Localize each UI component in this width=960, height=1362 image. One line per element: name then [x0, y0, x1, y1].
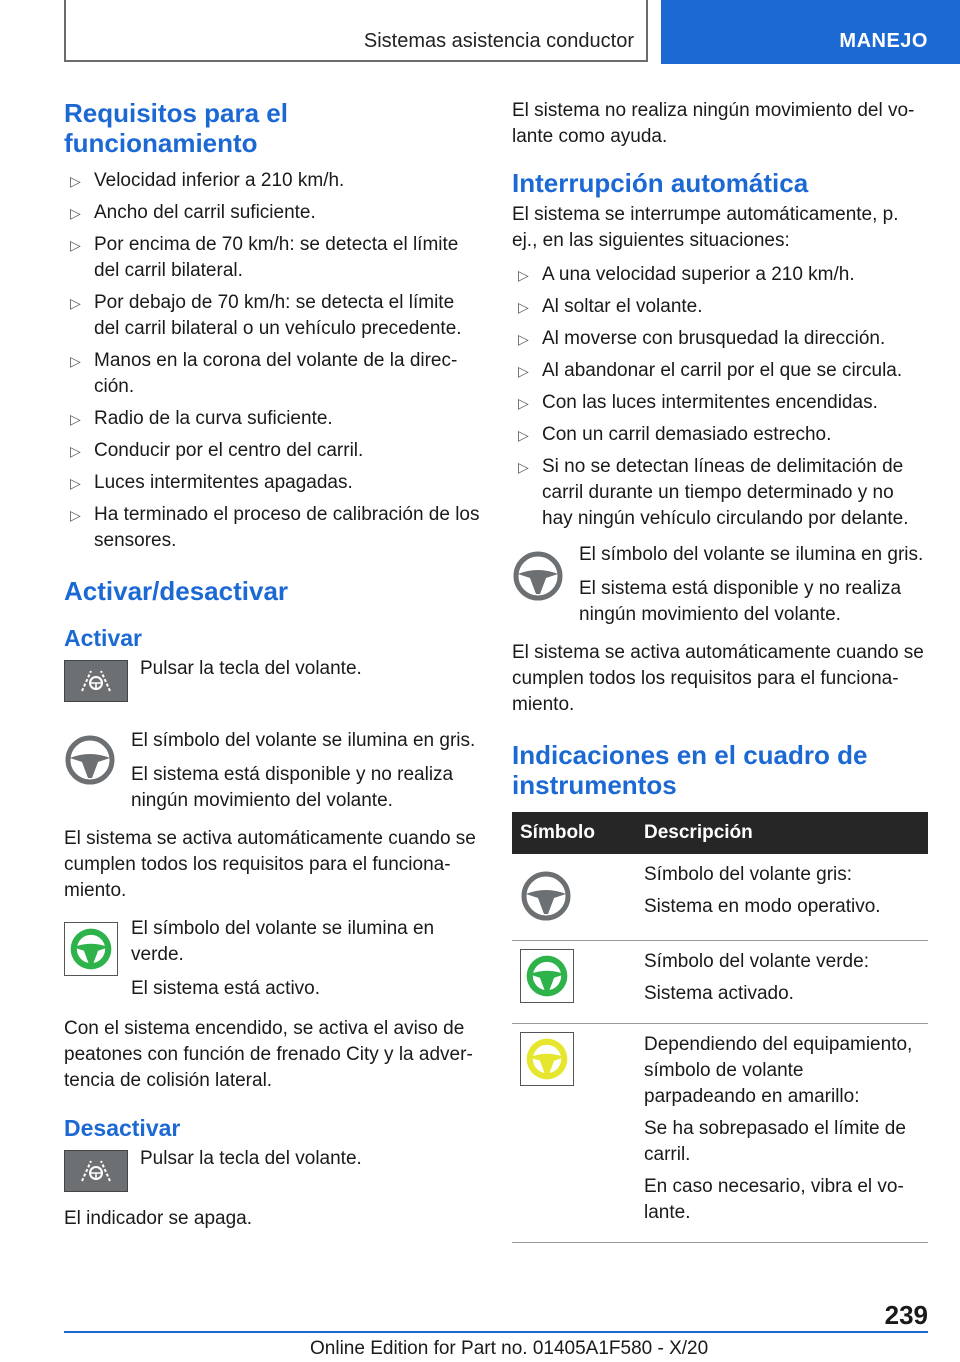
triangle-bullet-icon: ▷	[70, 475, 81, 491]
list-item	[64, 406, 484, 432]
green-symbol-row	[64, 916, 484, 1002]
triangle-bullet-icon: ▷	[70, 411, 81, 427]
list-item-text: A una velocidad superior a 210 km/h.	[542, 264, 855, 285]
list-item-text: Ancho del carril suficiente.	[94, 202, 316, 223]
triangle-bullet-icon: ▷	[70, 353, 81, 369]
triangle-bullet-icon: ▷	[518, 395, 529, 411]
grey-symbol-text: El símbolo del volante se ilumina en gris.	[131, 730, 476, 751]
steering-wheel-grey-icon	[520, 862, 628, 930]
green-symbol-text: El símbolo del volante se ilumina en verde.	[131, 918, 435, 965]
symbol-cell	[512, 941, 636, 1024]
list-item	[512, 326, 928, 352]
triangle-bullet-icon: ▷	[70, 173, 81, 189]
col-desc-header: Descripción	[636, 812, 928, 854]
table-row	[512, 941, 928, 1024]
triangle-bullet-icon: ▷	[518, 427, 529, 443]
list-item-text: Con un carril demasiado estrecho.	[542, 424, 832, 445]
section-title-box	[64, 0, 648, 62]
list-item	[512, 422, 928, 448]
triangle-bullet-icon: ▷	[70, 205, 81, 221]
requirements-list	[64, 168, 484, 554]
list-item-text: Manos en la corona del volante de la dirección.	[94, 350, 458, 397]
triangle-bullet-icon: ▷	[70, 295, 81, 311]
chapter-tab-label: MANEJO	[839, 30, 928, 52]
list-item-text: Si no se detectan líneas de delimitación de carril durante un tiempo determinado y no hay ningún vehículo circulando por delante.	[542, 456, 909, 529]
row3-line3: En caso necesario, vibra el volante.	[644, 1176, 904, 1223]
toggle-heading: Activar/desactivar	[64, 576, 289, 606]
list-item	[512, 454, 928, 532]
lane-assist-button-icon	[64, 1150, 128, 1192]
list-item	[64, 438, 484, 464]
list-item	[64, 502, 484, 554]
list-item-text: Conducir por el centro del carril.	[94, 440, 364, 461]
table-row	[512, 1024, 928, 1243]
edition-text: Online Edition for Part no. 01405A1F580 - X/20	[310, 1338, 709, 1359]
auto-activate-text-right: El sistema se activa automáticamente cuando se cumplen todos los requisitos para el funcionamiento.	[512, 642, 924, 715]
list-item	[64, 348, 484, 400]
symbol-cell	[512, 854, 636, 941]
interrupt-intro: El sistema se interrumpe automáticamente, p. ej., en las siguientes situaciones:	[512, 204, 899, 251]
list-item	[512, 358, 928, 384]
triangle-bullet-icon: ▷	[70, 237, 81, 253]
left-column	[64, 98, 484, 1240]
right-column	[512, 98, 928, 1243]
steering-wheel-grey-icon	[64, 734, 116, 786]
row3-line1: Dependiendo del equipamiento, símbolo de volante parpadeando en amarillo:	[644, 1034, 913, 1107]
symbol-cell	[512, 1024, 636, 1243]
requirements-heading: Requisitos para el funcionamiento	[64, 98, 288, 158]
row2-line1: Símbolo del volante verde:	[644, 951, 869, 972]
list-item-text: Al abandonar el carril por el que se circula.	[542, 360, 903, 381]
list-item	[512, 390, 928, 416]
list-item	[512, 294, 928, 320]
steering-wheel-yellow-icon	[520, 1032, 574, 1086]
col-symbol-header: Símbolo	[512, 812, 636, 854]
grey-symbol-text2-right: El sistema está disponible y no realiza ningún movimiento del volante.	[579, 578, 902, 625]
symbol-table	[512, 812, 928, 1243]
list-item-text: Al soltar el volante.	[542, 296, 703, 317]
indications-heading: Indicaciones en el cuadro de instrumentos	[512, 740, 868, 800]
triangle-bullet-icon: ▷	[518, 267, 529, 283]
list-item	[64, 290, 484, 342]
grey-symbol-row	[64, 728, 484, 814]
no-movement-text: El sistema no realiza ningún movimiento del volante como ayuda.	[512, 100, 915, 147]
row2-line2: Sistema activado.	[644, 983, 794, 1004]
grey-symbol-row-right	[512, 542, 928, 628]
row1-line1: Símbolo del volante gris:	[644, 864, 853, 885]
steering-wheel-green-icon	[64, 922, 118, 976]
interrupt-list	[512, 262, 928, 532]
lane-assist-button-icon	[64, 660, 128, 702]
deactivate-heading: Desactivar	[64, 1115, 181, 1141]
desc-cell	[636, 854, 928, 941]
row3-line2: Se ha sobrepasado el límite de carril.	[644, 1118, 906, 1165]
page-header	[64, 0, 960, 66]
list-item-text: Velocidad inferior a 210 km/h.	[94, 170, 345, 191]
list-item-text: Con las luces intermitentes encendidas.	[542, 392, 878, 413]
grey-symbol-text-right: El símbolo del volante se ilumina en gris.	[579, 544, 924, 565]
triangle-bullet-icon: ▷	[518, 331, 529, 347]
section-title: Sistemas asistencia conductor	[363, 30, 634, 52]
activate-press-text: Pulsar la tecla del volante.	[140, 658, 362, 679]
triangle-bullet-icon: ▷	[518, 459, 529, 475]
desc-cell	[636, 1024, 928, 1243]
list-item-text: Ha terminado el proceso de calibración de los sensores.	[94, 504, 480, 551]
row1-line2: Sistema en modo operativo.	[644, 896, 881, 917]
steering-wheel-grey-icon	[512, 550, 564, 602]
indicator-off-text: El indicador se apaga.	[64, 1208, 253, 1229]
deactivate-button-row	[64, 1146, 484, 1196]
list-item-text: Por encima de 70 km/h: se detecta el límite del carril bilateral.	[94, 234, 459, 281]
list-item-text: Radio de la curva suficiente.	[94, 408, 333, 429]
activate-button-row	[64, 656, 484, 706]
page-number: 239	[884, 1300, 928, 1330]
triangle-bullet-icon: ▷	[518, 299, 529, 315]
list-item	[64, 168, 484, 194]
activate-heading: Activar	[64, 625, 142, 651]
list-item	[64, 232, 484, 284]
list-item-text: Al moverse con brusquedad la dirección.	[542, 328, 886, 349]
list-item	[64, 200, 484, 226]
pedestrian-warning-text: Con el sistema encendido, se activa el aviso de peatones con función de frenado City y la advertencia de colisión lateral.	[64, 1018, 473, 1091]
triangle-bullet-icon: ▷	[70, 443, 81, 459]
auto-activate-text: El sistema se activa automáticamente cuando se cumplen todos los requisitos para el funcionamiento.	[64, 828, 476, 901]
chapter-tab	[661, 0, 960, 64]
table-row	[512, 854, 928, 941]
steering-wheel-green-icon	[520, 949, 574, 1003]
list-item-text: Luces intermitentes apagadas.	[94, 472, 353, 493]
triangle-bullet-icon: ▷	[70, 507, 81, 523]
deactivate-press-text: Pulsar la tecla del volante.	[140, 1148, 362, 1169]
list-item	[64, 470, 484, 496]
desc-cell	[636, 941, 928, 1024]
grey-symbol-text2: El sistema está disponible y no realiza ningún movimiento del volante.	[131, 764, 454, 811]
list-item	[512, 262, 928, 288]
green-symbol-text2: El sistema está activo.	[131, 978, 321, 999]
triangle-bullet-icon: ▷	[518, 363, 529, 379]
interrupt-heading: Interrupción automática	[512, 168, 809, 198]
footer-divider	[64, 1331, 928, 1333]
list-item-text: Por debajo de 70 km/h: se detecta el límite del carril bilateral o un vehículo precedente.	[94, 292, 462, 339]
